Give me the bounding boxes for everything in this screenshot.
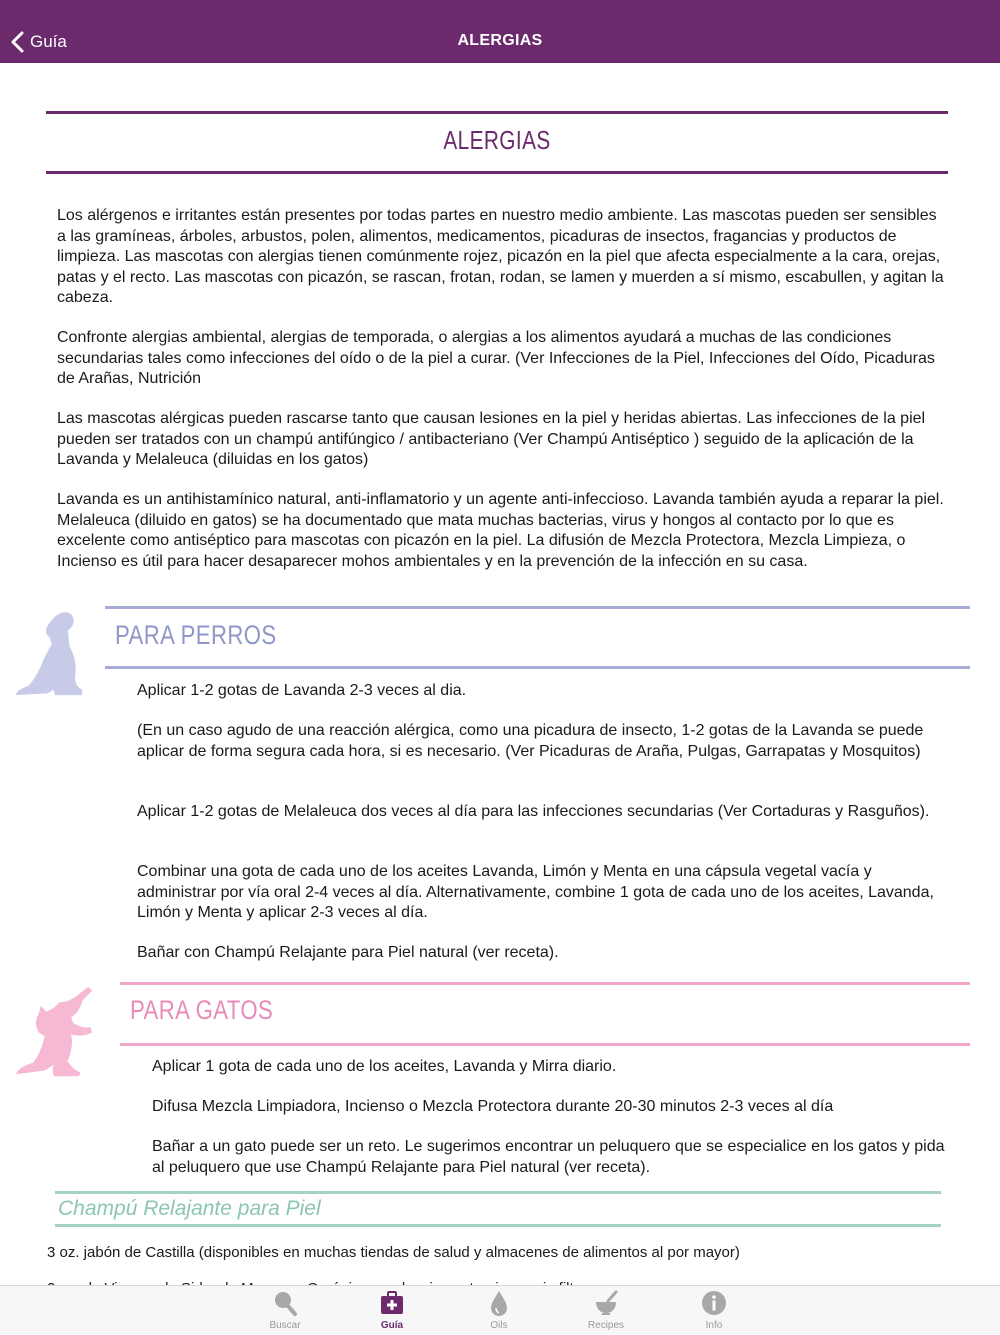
- intro-paragraph: Lavanda es un antihistamínico natural, anti-inflamatorio y un agente anti-infeccioso. Lavanda también ayuda a reparar la piel. Melaleuca (diluido en gatos) se ha documentado que mata muchas bacterias, virus y hongos al contacto por lo que es excelente como antiséptico para mascotas con picazón en la piel. La difusión de Mezcla Protectora, Mezcla Limpieza, o Incienso es útil para hacer desaparecer mohos ambientales y en la prevención de la infección en su casa.: [57, 491, 944, 570]
- cats-heading: PARA GATOS: [130, 995, 274, 1025]
- heading-bottom-divider: [46, 171, 948, 174]
- recipe-bottom-divider: [55, 1224, 941, 1227]
- cat-instruction: Difusa Mezcla Limpiadora, Incienso o Mezcla Protectora durante 20-30 minutos 2-3 veces al día: [152, 1098, 834, 1115]
- dog-instruction: (En un caso agudo de una reacción alérgica, como una picadura de insecto, 1-2 gotas de la Lavanda se puede aplicar de forma segura cada hora, si es necesario. (Ver Picaduras de Araña, Pulgas, Garrapatas y Mosquitos): [137, 722, 924, 760]
- dog-instruction: Aplicar 1-2 gotas de Lavanda 2-3 veces al dia.: [137, 682, 467, 699]
- back-button-label: Guía: [30, 32, 67, 51]
- tab-guia[interactable]: [342, 1286, 442, 1335]
- tab-label: Oils: [490, 1320, 508, 1331]
- tab-info[interactable]: [664, 1286, 764, 1335]
- dog-instruction: Combinar una gota de cada uno de los aceites Lavanda, Limón y Menta en una cápsula vegetal vacía y administrar por vía oral 2-4 veces al día. Alternativamente, combine 1 gota de cada uno de los aceites, Lavanda, Limón y Menta y aplicar 2-3 veces al día.: [137, 863, 934, 921]
- article-heading: ALERGIAS: [443, 125, 551, 155]
- cat-silhouette-icon: [12, 985, 98, 1080]
- dogs-bottom-divider: [105, 666, 970, 669]
- article-scroll-view[interactable]: [0, 63, 1000, 1285]
- tab-buscar[interactable]: [235, 1286, 335, 1335]
- recipe-title[interactable]: Champú Relajante para Piel: [58, 1197, 321, 1220]
- oil-drop-icon: [487, 1290, 511, 1316]
- mortar-pestle-icon: [594, 1290, 618, 1316]
- dog-instruction: Bañar con Champú Relajante para Piel natural (ver receta).: [137, 944, 559, 961]
- search-icon: [273, 1290, 297, 1316]
- dog-instruction: Aplicar 1-2 gotas de Melaleuca dos veces al día para las infecciones secundarias (Ver Cortaduras y Rasguños).: [137, 803, 930, 820]
- dogs-top-divider: [105, 606, 970, 609]
- tab-recipes[interactable]: [556, 1286, 656, 1335]
- intro-paragraph: Las mascotas alérgicas pueden rascarse tanto que causan lesiones en la piel y heridas abiertas. Las infecciones de la piel pueden ser tratados con un champú antifúngico / antibacteriano (Ver Champú Antiséptico ) seguido de la aplicación de la Lavanda y Melaleuca (diluidas en los gatos): [57, 410, 926, 468]
- tab-bar: [0, 1285, 1000, 1334]
- recipe-ingredient: 3 oz. jabón de Castilla (disponibles en muchas tiendas de salud y almacenes de alimentos al por mayor): [47, 1244, 740, 1261]
- tab-label: Info: [705, 1320, 723, 1331]
- medical-kit-icon: [380, 1290, 404, 1316]
- intro-paragraph: Los alérgenos e irritantes están presentes por todas partes en nuestro medio ambiente. Las mascotas pueden ser sensibles a las gramíneas, árboles, arbustos, polen, alimentos, medicamentos, picaduras de insectos, fragancias y productos de limpieza. Las mascotas con alergias tienen comúnmente rojez, picazón en la piel que afecta especialmente a la cara, orejas, patas y el recto. Las mascotas con picazón, se rascan, frotan, rodan, se lamen y muerden a sí mismo, escabullen, y agitan la cabeza.: [57, 207, 944, 306]
- tab-label: Buscar: [269, 1320, 301, 1331]
- cat-instruction: Aplicar 1 gota de cada uno de los aceites, Lavanda y Mirra diario.: [152, 1058, 617, 1075]
- recipe-top-divider: [55, 1191, 941, 1194]
- tab-label: Recipes: [587, 1320, 625, 1331]
- intro-paragraph: Confronte alergias ambiental, alergias de temporada, o alergias a los alimentos ayudará a muchas de las condiciones secundarias tales como infecciones del oído o de la piel a curar. (Ver Infecciones de la Piel, Infecciones del Oído, Picaduras de Arañas, Nutrición: [57, 329, 935, 387]
- dog-silhouette-icon: [12, 608, 84, 703]
- tab-label: Guía: [380, 1320, 404, 1331]
- tab-oils[interactable]: [449, 1286, 549, 1335]
- cats-bottom-divider: [120, 1043, 970, 1046]
- page-title: ALERGIAS: [457, 32, 543, 49]
- heading-top-divider: [46, 111, 948, 114]
- info-icon: [702, 1290, 726, 1316]
- cat-instruction: Bañar a un gato puede ser un reto. Le sugerimos encontrar un peluquero que se especialice en los gatos y pida al peluquero que use Champú Relajante para Piel natural (ver receta).: [152, 1138, 945, 1176]
- dogs-heading: PARA PERROS: [115, 620, 277, 650]
- navigation-bar: [0, 0, 1000, 63]
- cats-top-divider: [120, 982, 970, 985]
